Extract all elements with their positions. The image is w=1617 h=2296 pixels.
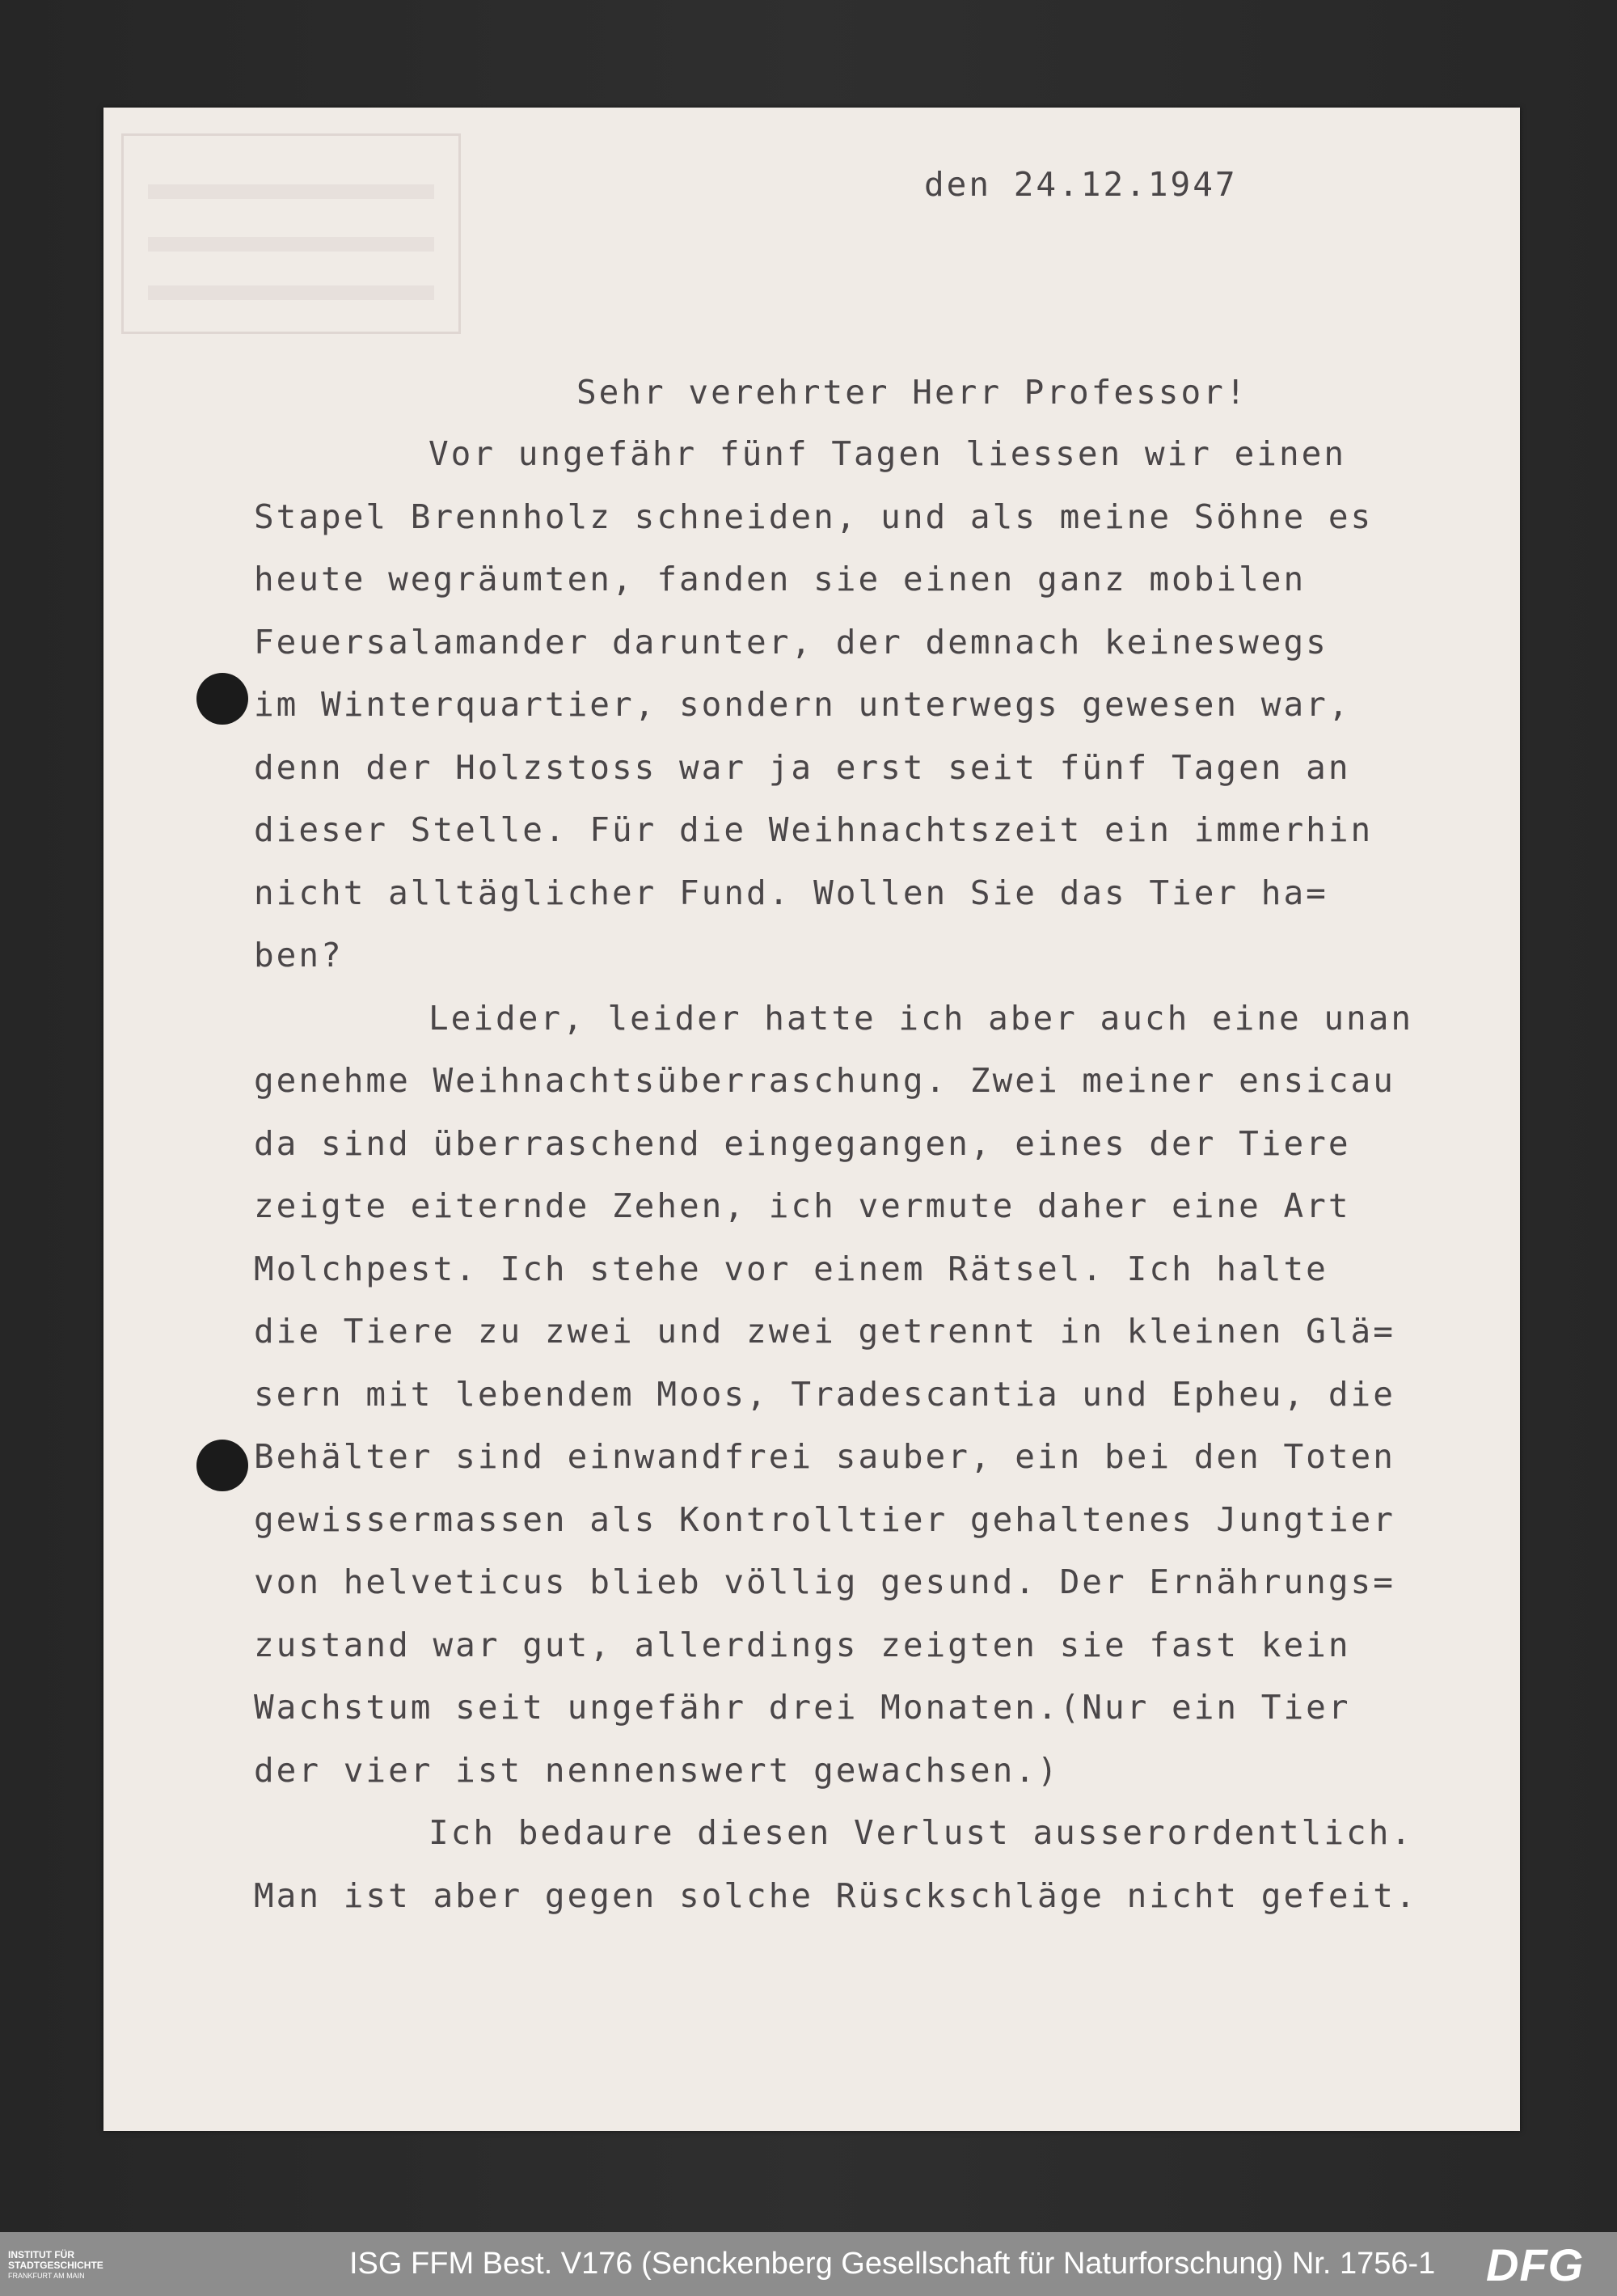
letter-line: Behälter sind einwandfrei sauber, ein bei den Toten: [254, 1437, 1395, 1476]
letter-line: gewissermassen als Kontrolltier gehaltenes Jungtier: [254, 1499, 1395, 1539]
archive-footer-bar: [0, 2232, 1617, 2296]
letter-line: der vier ist nennenswert gewachsen.): [254, 1750, 1060, 1790]
archive-caption: ISG FFM Best. V176 (Senckenberg Gesellschaft für Naturforschung) Nr. 1756-1: [349, 2247, 1436, 2281]
letter-line: Molchpest. Ich stehe vor einem Rätsel. Ich halte: [254, 1249, 1328, 1288]
letter-line: heute wegräumten, fanden sie einen ganz mobilen: [254, 560, 1307, 598]
letter-line: Vor ungefähr fünf Tagen liessen wir einen: [429, 434, 1347, 473]
letter-line: Ich bedaure diesen Verlust ausserordentlich.: [429, 1813, 1414, 1852]
letter-line: Leider, leider hatte ich aber auch eine unan: [429, 998, 1414, 1038]
faded-letterhead-stamp: [121, 133, 461, 334]
punch-hole-upper: [196, 673, 248, 725]
letter-date: den 24.12.1947: [924, 165, 1238, 204]
institution-line: FRANKFURT AM MAIN: [8, 2272, 85, 2280]
letter-line: Feuersalamander darunter, der demnach keineswegs: [254, 622, 1328, 662]
institution-line: INSTITUT FÜR: [8, 2249, 74, 2260]
letter-line: zustand war gut, allerdings zeigten sie fast kein: [254, 1625, 1351, 1664]
letter-line: Stapel Brennholz schneiden, und als meine Söhne es: [254, 497, 1374, 536]
letter-salutation: Sehr verehrter Herr Professor!: [576, 373, 1248, 412]
letter-line: zeigte eiternde Zehen, ich vermute daher eine Art: [254, 1186, 1351, 1225]
letter-line: nicht alltäglicher Fund. Wollen Sie das Tier ha=: [254, 873, 1328, 912]
letter-body-text: [254, 423, 1418, 1927]
letter-line: von helveticus blieb völlig gesund. Der Ernährungs=: [254, 1562, 1395, 1601]
letter-line: im Winterquartier, sondern unterwegs gewesen war,: [254, 685, 1351, 724]
stamp-line: [148, 184, 434, 199]
letter-line: denn der Holzstoss war ja erst seit fünf Tagen an: [254, 747, 1351, 787]
punch-hole-lower: [196, 1440, 248, 1491]
letter-line: Man ist aber gegen solche Rüsckschläge nicht gefeit.: [254, 1875, 1418, 1915]
letter-line: die Tiere zu zwei und zwei getrennt in kleinen Glä=: [254, 1312, 1395, 1351]
letter-line: Wachstum seit ungefähr drei Monaten.(Nur ein Tier: [254, 1688, 1351, 1727]
letter-line: dieser Stelle. Für die Weihnachtszeit ein immerhin: [254, 810, 1374, 849]
stamp-line: [148, 285, 434, 300]
letter-line: da sind überraschend eingegangen, eines der Tiere: [254, 1123, 1351, 1163]
stamp-line: [148, 237, 434, 252]
dfg-logo: DFG: [1486, 2239, 1585, 2290]
institution-logo-text: [8, 2250, 137, 2281]
letter-line: genehme Weihnachtsüberraschung. Zwei meiner ensicau: [254, 1061, 1395, 1100]
letter-line: sern mit lebendem Moos, Tradescantia und Epheu, die: [254, 1374, 1395, 1414]
institution-line: STADTGESCHICHTE: [8, 2260, 103, 2271]
letter-line: ben?: [254, 936, 344, 975]
